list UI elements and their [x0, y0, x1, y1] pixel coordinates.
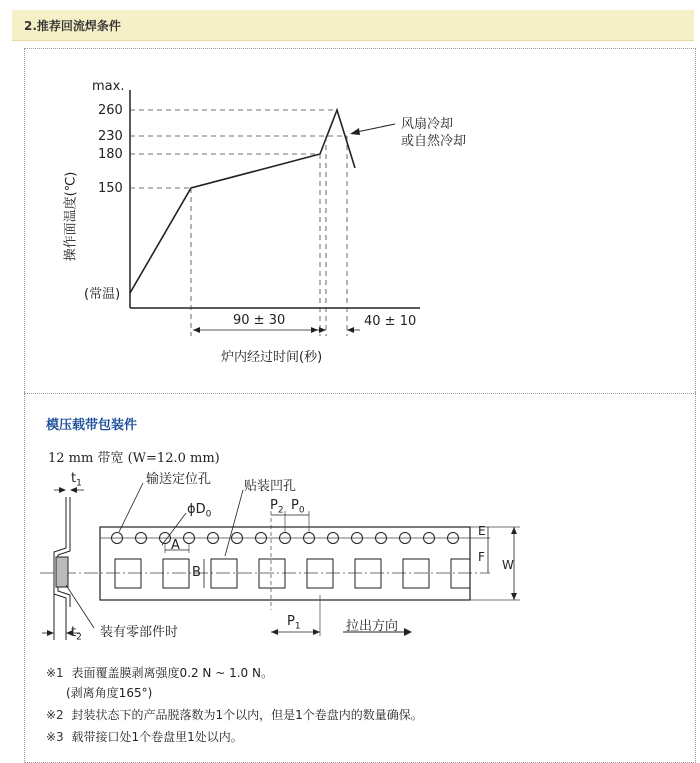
b-label: B	[192, 565, 201, 580]
p1-label: $P_1$	[287, 614, 301, 632]
y-label-180: 180	[98, 147, 123, 162]
note-2-mark: ※2	[46, 708, 64, 722]
note-2-text: 封装状态下的产品脱落数为1个以内，但是1个卷盘内的数量确保。	[71, 708, 423, 722]
y-label-150: 150	[98, 181, 123, 196]
e-label: E	[478, 524, 486, 538]
pull-direction-label: 拉出方向	[346, 619, 399, 634]
parts-loaded-label: 装有零部件时	[100, 625, 179, 640]
dim-90-label: 90 ± 30	[233, 313, 286, 328]
component-pocket	[403, 559, 429, 588]
dim-40-label: 40 ± 10	[364, 314, 417, 329]
component-pocket	[307, 559, 333, 588]
note-1-mark: ※1	[46, 666, 64, 680]
cooling-label-1: 风扇冷却	[401, 117, 454, 132]
w-label: W	[502, 558, 514, 572]
note-1b-text: (剥离角度165°)	[66, 686, 153, 700]
component-pocket	[115, 559, 141, 588]
t2-label: $t_2$	[71, 625, 82, 643]
note-3-text: 载带接口处1个卷盘里1处以内。	[71, 730, 243, 744]
feed-hole-leader	[119, 483, 143, 532]
note-1-text: 表面覆盖膜剥离强度0.2 N ~ 1.0 N。	[71, 666, 273, 680]
y-label-260: 260	[98, 103, 123, 118]
section-header-title: 2.推荐回流焊条件	[24, 19, 121, 33]
component-pocket	[211, 559, 237, 588]
mount-hole-leader	[225, 490, 243, 556]
component-pocket	[163, 559, 189, 588]
component-pocket	[355, 559, 381, 588]
a-label: A	[171, 538, 180, 553]
component-pocket	[259, 559, 285, 588]
y-label-max: max.	[92, 79, 125, 94]
y-axis-title: 操作面温度(℃)	[63, 171, 79, 262]
note-3-mark: ※3	[46, 730, 64, 744]
tape-section-title: 模压载带包装件	[46, 418, 138, 433]
tape-side-profile	[54, 497, 70, 640]
x-axis-title: 炉内经过时间(秒)	[221, 350, 323, 365]
tape-width-label: 12 mm 带宽 (W=12.0 mm)	[48, 451, 220, 466]
note-3	[46, 728, 243, 745]
y-label-230: 230	[98, 129, 123, 144]
note-1	[46, 664, 273, 681]
note-2	[46, 706, 423, 723]
p0-label: $P_0$	[291, 498, 305, 516]
component-pockets	[115, 559, 470, 588]
component-pocket	[451, 559, 470, 588]
f-label: F	[478, 550, 485, 564]
phi-d-label: $\phi D_0$	[187, 502, 212, 520]
feed-hole-label: 输送定位孔	[146, 472, 212, 487]
mount-hole-label: 贴装凹孔	[244, 479, 297, 494]
cooling-label-2: 或自然冷却	[401, 134, 467, 149]
t1-label: $t_1$	[71, 471, 82, 489]
y-label-room-temp: (常温)	[84, 287, 121, 302]
note-1b	[66, 684, 152, 701]
p2-label: $P_2$	[270, 498, 284, 516]
